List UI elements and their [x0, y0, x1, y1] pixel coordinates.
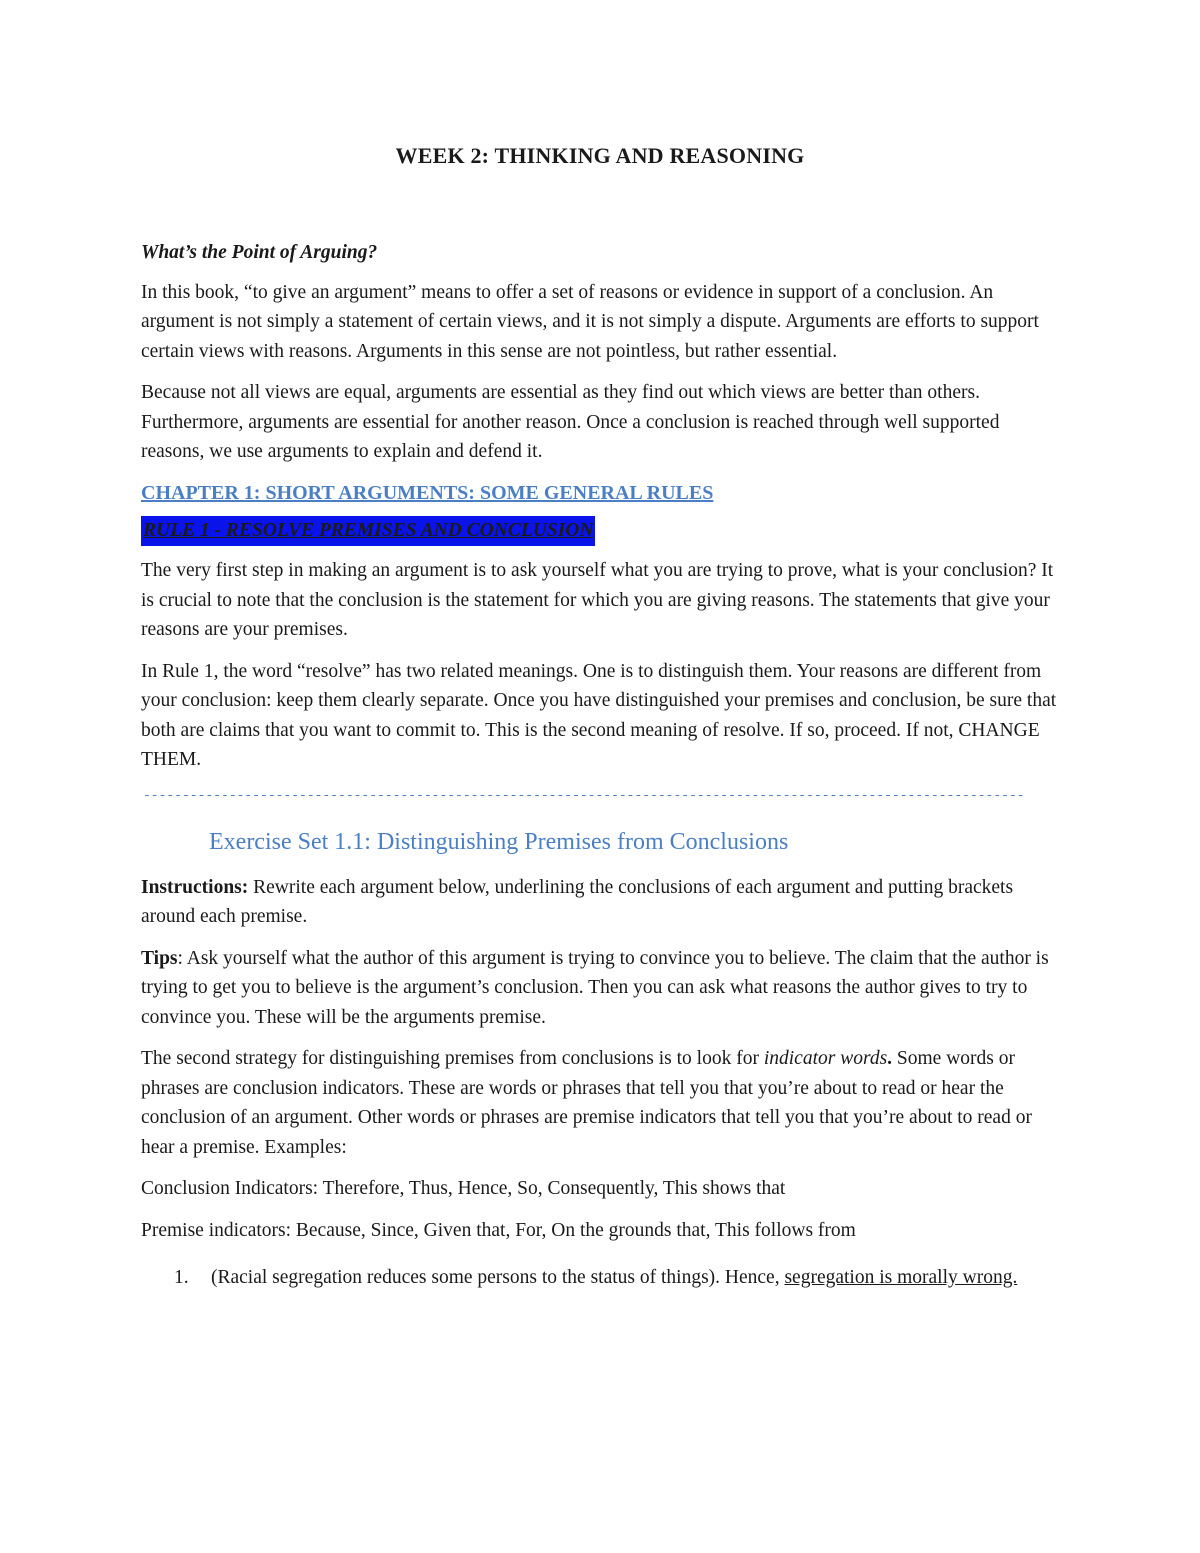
- intro-paragraph-1: In this book, “to give an argument” means to offer a set of reasons or evidence in support of a conclusion. An argument is not simply a statement of certain views, and it is not simply a dispute. Arguments are efforts to support certain views with reasons. Arguments in this sense are not pointless, but rather essential.: [141, 281, 1039, 362]
- strategy-text-before: The second strategy for distinguishing premises from conclusions is to look for: [141, 1048, 764, 1069]
- list-item-number: 1.: [174, 1267, 189, 1288]
- rule-paragraph-1: The very first step in making an argument is to ask yourself what you are trying to prove, what is your conclusion? It is crucial to note that the conclusion is the statement for which you are giving reasons. The statements that give your reasons are your premises.: [141, 560, 1054, 640]
- chapter-heading: CHAPTER 1: SHORT ARGUMENTS: SOME GENERAL RULES: [141, 481, 714, 504]
- strategy-text-after: Some words or phrases are conclusion indicators. These are words or phrases that tell you that you’re about to read or hear the conclusion of an argument. Other words or phrases are premise indicators that tell you that you’re about to read or hear a premise. Examples:: [141, 1048, 1032, 1158]
- rule-paragraph-2: In Rule 1, the word “resolve” has two related meanings. One is to distinguish them. Your reasons are different from your conclusion: keep them clearly separate. Once you have distinguished your premises and conclusion, be sure that both are claims that you want to commit to. This is the second meaning of resolve. If so, proceed. If not, CHANGE THEM.: [141, 660, 1057, 770]
- tips-text: : Ask yourself what the author of this argument is trying to convince you to believe. The claim that the author is trying to get you to believe is the argument’s conclusion. Then you can ask what reasons the author gives to try to convince you. These will be the arguments premise.: [141, 947, 1049, 1028]
- instructions-label: Instructions:: [141, 876, 249, 898]
- section-subheading: What’s the Point of Arguing?: [141, 242, 378, 263]
- rule-heading: RULE 1 - RESOLVE PREMISES AND CONCLUSION: [141, 516, 595, 546]
- list-item-conclusion: segregation is morally wrong.: [784, 1267, 1018, 1288]
- strategy-emphasis: indicator words: [763, 1048, 888, 1069]
- premise-indicators: Premise indicators: Because, Since, Given that, For, On the grounds that, This follows from: [141, 1219, 856, 1241]
- list-item: [141, 1257, 1061, 1299]
- exercise-heading: Exercise Set 1.1: Distinguishing Premises from Conclusions: [209, 828, 789, 855]
- intro-paragraph-2: Because not all views are equal, arguments are essential as they find out which views are better than others. Furthermore, arguments are essential for another reason. Once a conclusion is reached through well supported reasons, we use arguments to explain and defend it.: [141, 382, 1000, 462]
- tips-paragraph: [141, 944, 1061, 1033]
- document-body: [141, 238, 1061, 1299]
- strategy-paragraph: [141, 1044, 1061, 1162]
- instructions-paragraph: [141, 873, 1061, 932]
- section-divider: -----------------------------------------------------------------------------------------------------------------: [143, 787, 1025, 803]
- rule-heading-row: [141, 516, 1061, 546]
- list-item-premise: (Racial segregation reduces some persons to the status of things). Hence,: [211, 1267, 785, 1288]
- page-title: WEEK 2: THINKING AND REASONING: [395, 143, 805, 168]
- conclusion-indicators: Conclusion Indicators: Therefore, Thus, Hence, So, Consequently, This shows that: [141, 1178, 786, 1199]
- tips-label: Tips: [141, 947, 178, 969]
- strategy-period: .: [887, 1048, 893, 1069]
- instructions-text: Rewrite each argument below, underlining the conclusions of each argument and putting brackets around each premise.: [141, 876, 1014, 927]
